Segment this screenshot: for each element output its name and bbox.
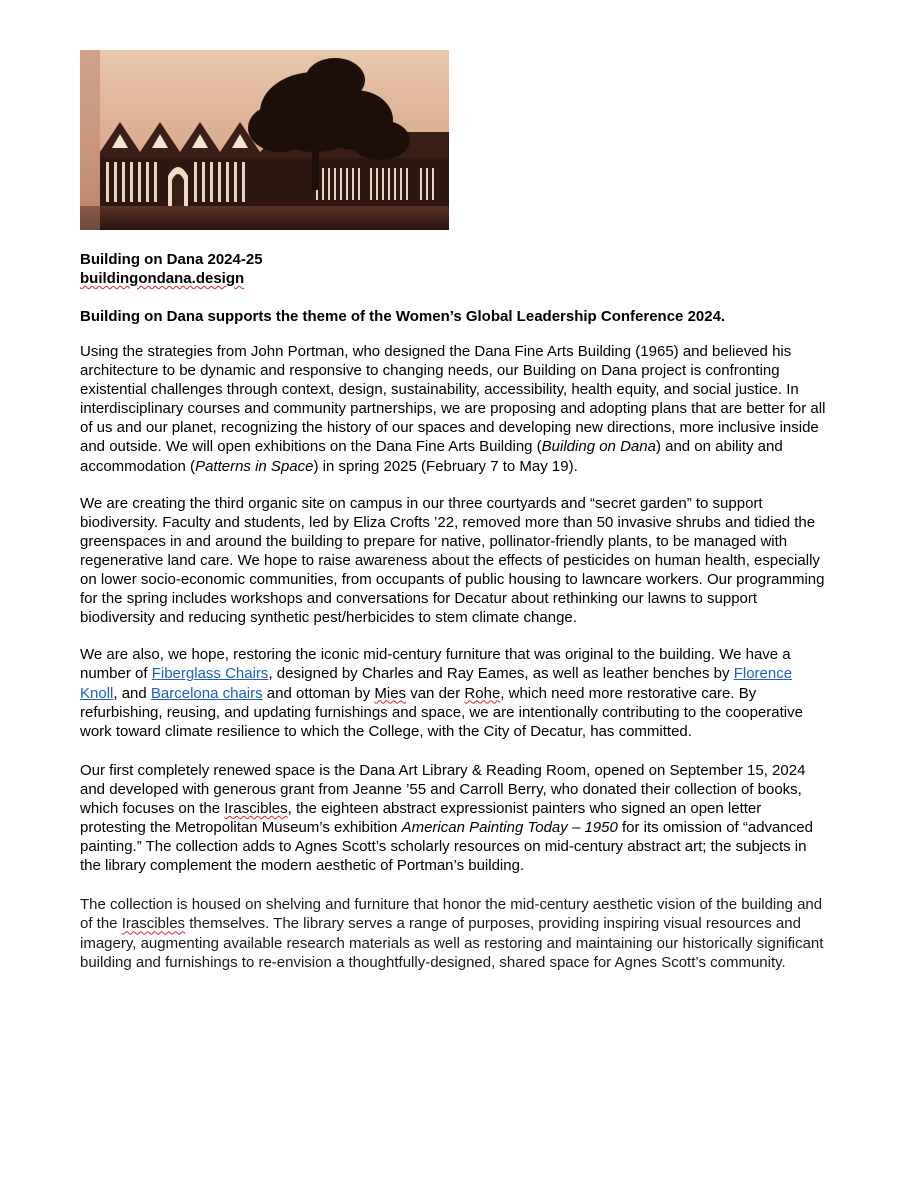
- text-run: van der: [406, 684, 465, 702]
- spellcheck-word: Mies: [374, 684, 407, 702]
- fiberglass-chairs-link[interactable]: Fiberglass Chairs: [151, 665, 269, 683]
- project-title: Building on Dana 2024-25: [80, 251, 263, 268]
- italic-title: Building on Dana: [541, 438, 656, 456]
- text-run: ) and on ability and accommodation (: [80, 438, 783, 475]
- text-run: and ottoman by: [262, 684, 375, 702]
- document-header: [80, 250, 828, 288]
- spellcheck-word: Irascibles: [224, 799, 288, 817]
- text-run: , designed by Charles and Ray Eames, as well as leather benches by: [268, 665, 734, 683]
- italic-title: Patterns in Space: [195, 457, 314, 475]
- document-page: [80, 50, 828, 972]
- project-url[interactable]: buildingondana.design: [80, 270, 245, 287]
- paragraph-collection: [80, 895, 828, 971]
- paragraph-library: [80, 761, 828, 876]
- text-run: The collection is housed on shelving and furniture that honor the mid-century aesthetic vision of the building and of the: [80, 896, 823, 933]
- text-run: themselves. The library serves a range of purposes, providing inspiring visual resources and imagery, augmenting available research materials as well as restoring and maintaining our historically significant building and furnishings to re-envision a thoughtfully-designed, shared space for Agnes Scott’s community.: [80, 915, 824, 971]
- italic-title: American Painting Today – 1950: [401, 819, 618, 837]
- paragraph-portman: [80, 342, 828, 476]
- lead-statement: Building on Dana supports the theme of the Women’s Global Leadership Conference 2024.: [80, 308, 726, 325]
- text-run: for its omission of “advanced painting.” The collection adds to Agnes Scott’s scholarly resources on mid-century abstract art; the subjects in the library complement the modern aesthetic of Portman’s building.: [80, 819, 813, 875]
- spellcheck-word: Rohe: [464, 684, 501, 702]
- text-run: ) in spring 2025 (February 7 to May 19).: [313, 457, 578, 475]
- barcelona-chairs-link[interactable]: Barcelona chairs: [150, 684, 263, 702]
- text-run: , and: [113, 684, 151, 702]
- spellcheck-word: Irascibles: [121, 915, 186, 933]
- paragraph-garden: We are creating the third organic site on campus in our three courtyards and “secret garden” to support biodiversity. Faculty and students, led by Eliza Crofts ’22, removed more than 50 invasive shrubs and tidied the greenspaces in and around the building to prepare for native, pollinator-friendly plants, to be managed with regenerative land care. We hope to raise awareness about the effects of pesticides on human health, especially on lower socio-economic communities, from occupants of public housing to lawncare workers. Our programming for the spring includes workshops and conversations for Decatur about rethinking our lawns to support biodiversity and reducing synthetic pest/herbicides to stem climate change.: [80, 494, 825, 627]
- paragraph-furniture: [80, 645, 828, 740]
- dana-building-photo: [80, 50, 449, 230]
- text-run: , the eighteen abstract expressionist painters who signed an open letter protesting the Metropolitan Museum’s exhibition: [80, 799, 762, 837]
- text-run: Using the strategies from John Portman, who designed the Dana Fine Arts Building (1965) and believed his architecture to be dynamic and responsive to changing needs, our Building on Dana project is confronting existential challenges through context, design, sustainability, accessibility, health equity, and social justice. In interdisciplinary courses and community partnerships, we are proposing and adopting plans that are better for all of us and our planet, recognizing the history of our spaces and developing new directions, more inclusive inside and outside. We will open exhibitions on the Dana Fine Arts Building (: [80, 343, 826, 456]
- text-run: Our first completely renewed space is the Dana Art Library & Reading Room, opened on September 15, 2024 and developed with generous grant from Jeanne ’55 and Carroll Berry, who donated their collection of books, which focuses on the: [80, 761, 806, 817]
- text-run: We are also, we hope, restoring the iconic mid-century furniture that was original to the building. We have a number of: [80, 646, 791, 683]
- text-run: , which need more restorative care. By refurbishing, reusing, and updating furnishings and space, we are intentionally contributing to the cooperative work toward climate resilience to which the College, with the City of Decatur, has committed.: [80, 684, 803, 740]
- florence-knoll-link[interactable]: Florence Knoll: [80, 665, 793, 702]
